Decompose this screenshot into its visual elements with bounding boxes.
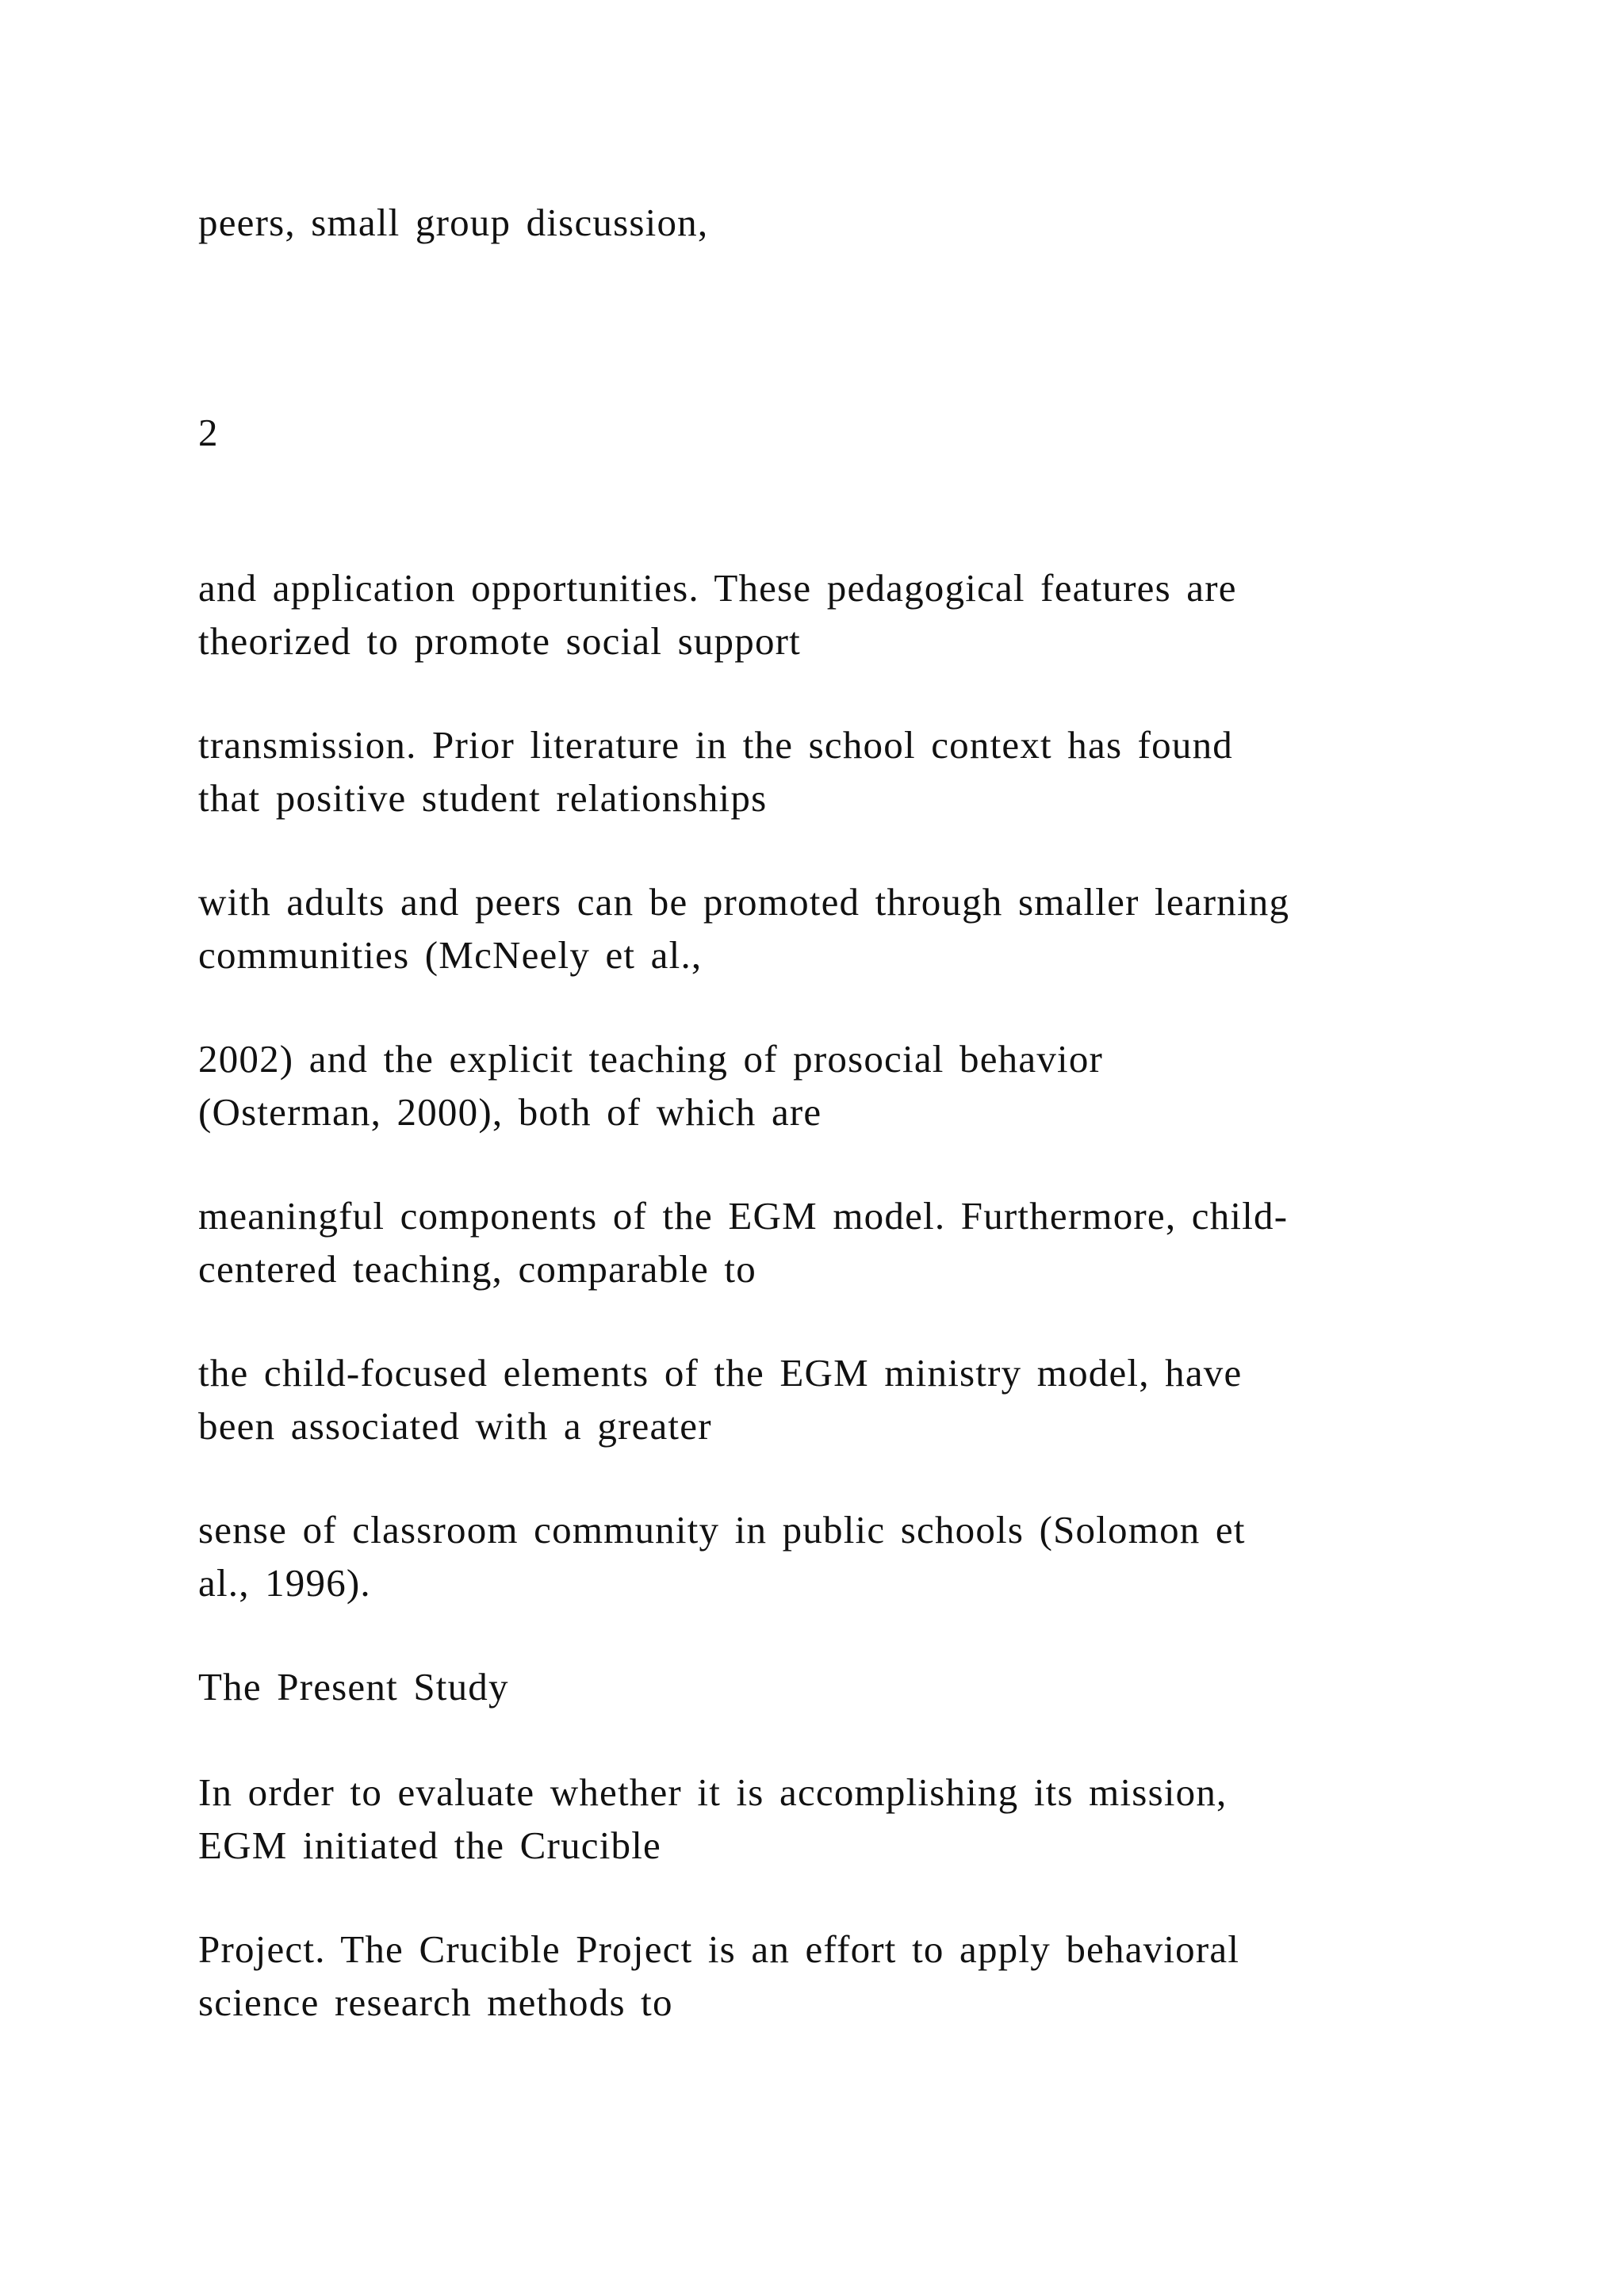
text-line: transmission. Prior literature in the school context has found (198, 723, 1233, 767)
text-line: centered teaching, comparable to (198, 1247, 756, 1291)
text-line: In order to evaluate whether it is accomplishing its mission, (198, 1770, 1228, 1814)
text-line: 2002) and the explicit teaching of prosocial behavior (198, 1037, 1104, 1081)
text-line: with adults and peers can be promoted through smaller learning (198, 880, 1290, 924)
text-line: sense of classroom community in public schools (Solomon et (198, 1508, 1246, 1552)
text-line: theorized to promote social support (198, 619, 801, 663)
text-line: meaningful components of the EGM model. Furthermore, child- (198, 1194, 1289, 1238)
page-number: 2 (198, 411, 219, 454)
text-line: al., 1996). (198, 1561, 371, 1605)
text-line: peers, small group discussion, (198, 201, 709, 244)
text-line: that positive student relationships (198, 776, 768, 820)
text-line: (Osterman, 2000), both of which are (198, 1090, 822, 1134)
text-line: EGM initiated the Crucible (198, 1823, 661, 1867)
text-line: communities (McNeely et al., (198, 933, 703, 977)
text-line: and application opportunities. These pedagogical features are (198, 566, 1237, 610)
text-line: the child-focused elements of the EGM ministry model, have (198, 1351, 1243, 1395)
text-line: science research methods to (198, 1980, 673, 2024)
text-line: Project. The Crucible Project is an effort to apply behavioral (198, 1927, 1240, 1971)
text-line: been associated with a greater (198, 1404, 712, 1448)
section-heading: The Present Study (198, 1665, 509, 1709)
